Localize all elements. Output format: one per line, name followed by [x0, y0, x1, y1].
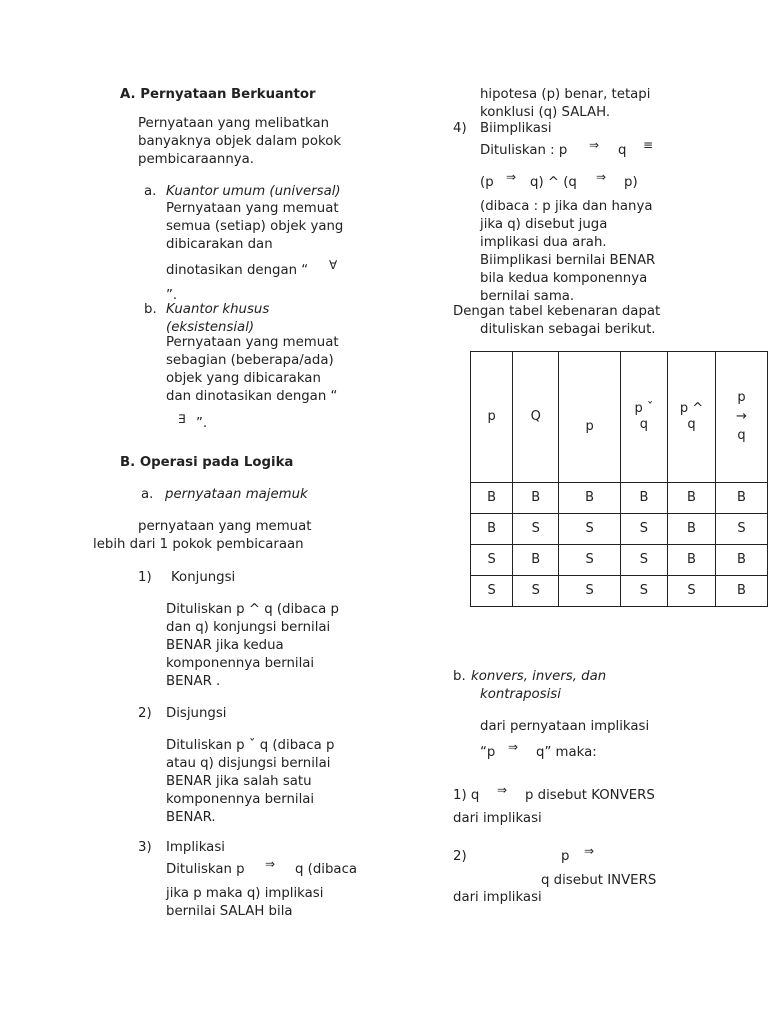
kuantor-umum-close: ”.	[166, 288, 178, 303]
truth-table	[470, 351, 768, 607]
biimplikasi-number: 4)	[453, 121, 467, 136]
konvers-title: kontraposisi	[480, 687, 561, 702]
invers-number: 2)	[453, 849, 467, 864]
majemuk-definition: lebih dari 1 pokok pembicaraan	[93, 537, 304, 552]
biimplikasi-line: Biimplikasi bernilai BENAR	[480, 253, 656, 268]
table-cell: B	[667, 545, 715, 576]
table-row	[471, 576, 768, 607]
section-b-heading: B. Operasi pada Logika	[120, 455, 294, 470]
forall-icon: ∀	[329, 258, 338, 272]
invers-item: q disebut INVERS	[541, 873, 657, 888]
kuantor-umum-line: semua (setiap) objek yang	[166, 219, 344, 234]
disjungsi-line: atau q) disjungsi bernilai	[166, 756, 331, 771]
equivalent-icon: ≡	[643, 138, 654, 152]
truth-table-header	[471, 352, 768, 483]
kuantor-khusus-title: (eksistensial)	[166, 320, 255, 335]
table-cell: B	[559, 483, 621, 514]
table-cell: S	[620, 514, 667, 545]
konjungsi-line: Dituliskan p ^ q (dibaca p	[166, 602, 339, 617]
konvers-item: p disebut KONVERS	[525, 788, 655, 803]
intro-line: banyaknya objek dalam pokok	[138, 134, 342, 149]
table-cell: S	[620, 576, 667, 607]
table-cell: B	[716, 576, 768, 607]
table-cell: S	[559, 545, 621, 576]
implikasi-line: bernilai SALAH bila	[166, 904, 293, 919]
biimplikasi-formula: p)	[624, 175, 638, 190]
kuantor-khusus-line: dan dinotasikan dengan “	[166, 389, 338, 404]
list-marker-b: b.	[453, 669, 466, 684]
konvers-item: 1) q	[453, 788, 480, 803]
intro-line: pembicaraannya.	[138, 152, 255, 167]
invers-item: dari implikasi	[453, 890, 542, 905]
biimplikasi-line: bernilai sama.	[480, 289, 575, 304]
disjungsi-line: Dituliskan p ˇ q (dibaca p	[166, 738, 335, 753]
konjungsi-line: dan q) konjungsi bernilai	[166, 620, 331, 635]
table-cell: B	[667, 483, 715, 514]
table-cell: S	[513, 514, 559, 545]
implikasi-number: 3)	[138, 840, 152, 855]
header-cell: p	[559, 352, 621, 483]
table-cell: S	[620, 545, 667, 576]
header-cell: p ˇ q	[620, 352, 667, 483]
konvers-line: “p	[480, 745, 496, 760]
header-cell: p → q	[716, 352, 768, 483]
kuantor-umum-line: dibicarakan dan	[166, 237, 273, 252]
table-row	[471, 545, 768, 576]
implies-arrow-icon: ⇒	[506, 170, 517, 184]
konjungsi-number: 1)	[138, 570, 152, 585]
table-cell: S	[716, 514, 768, 545]
konvers-line: q” maka:	[536, 745, 597, 760]
section-a-heading: A. Pernyataan Berkuantor	[120, 87, 316, 102]
intro-line: Pernyataan yang melibatkan	[138, 116, 330, 131]
kuantor-umum-line: Pernyataan yang memuat	[166, 201, 339, 216]
table-cell: B	[471, 483, 513, 514]
exists-icon: ∃	[178, 412, 186, 426]
implikasi-line: q (dibaca	[295, 862, 358, 877]
table-intro: Dengan tabel kebenaran dapat	[453, 304, 661, 319]
table-row	[471, 514, 768, 545]
implikasi-title: Implikasi	[166, 840, 225, 855]
table-cell: B	[716, 483, 768, 514]
disjungsi-line: BENAR.	[166, 810, 216, 825]
disjungsi-line: BENAR jika salah satu	[166, 774, 312, 789]
konjungsi-line: BENAR jika kedua	[166, 638, 284, 653]
table-cell: S	[471, 545, 513, 576]
table-row	[471, 483, 768, 514]
table-cell: B	[513, 545, 559, 576]
biimplikasi-title: Biimplikasi	[480, 121, 552, 136]
konjungsi-line: komponennya bernilai	[166, 656, 315, 671]
table-cell: B	[716, 545, 768, 576]
biimplikasi-line: bila kedua komponennya	[480, 271, 648, 286]
implikasi-continued: hipotesa (p) benar, tetapi	[480, 87, 651, 102]
table-cell: S	[559, 576, 621, 607]
table-cell: S	[513, 576, 559, 607]
konjungsi-title: Konjungsi	[171, 570, 236, 585]
disjungsi-title: Disjungsi	[166, 706, 227, 721]
biimplikasi-line: Dituliskan : p	[480, 143, 568, 158]
biimplikasi-line: implikasi dua arah.	[480, 235, 607, 250]
header-cell: p	[471, 352, 513, 483]
kuantor-khusus-title: Kuantor khusus	[166, 302, 270, 317]
table-cell: B	[620, 483, 667, 514]
implies-arrow-icon: ⇒	[508, 740, 519, 754]
konvers-line: dari pernyataan implikasi	[480, 719, 650, 734]
table-cell: B	[667, 514, 715, 545]
implies-arrow-icon: ⇒	[265, 857, 276, 871]
header-cell: Q	[513, 352, 559, 483]
implikasi-continued: konklusi (q) SALAH.	[480, 105, 611, 120]
table-cell: S	[667, 576, 715, 607]
konjungsi-line: BENAR .	[166, 674, 221, 689]
biimplikasi-line: jika q) disebut juga	[480, 217, 608, 232]
disjungsi-number: 2)	[138, 706, 152, 721]
header-cell: p ^ q	[667, 352, 715, 483]
table-cell: B	[513, 483, 559, 514]
implies-arrow-icon: ⇒	[497, 783, 508, 797]
biimplikasi-formula: q) ^ (q	[530, 175, 577, 190]
kuantor-umum-title: Kuantor umum (universal)	[166, 184, 341, 199]
table-intro: dituliskan sebagai berikut.	[480, 322, 656, 337]
table-cell: S	[471, 576, 513, 607]
list-marker-a: a.	[144, 184, 157, 199]
disjungsi-line: komponennya bernilai	[166, 792, 315, 807]
kuantor-khusus-line: sebagian (beberapa/ada)	[166, 353, 334, 368]
implikasi-line: jika p maka q) implikasi	[166, 886, 324, 901]
invers-item: p	[561, 849, 570, 864]
implies-arrow-icon: ⇒	[596, 170, 607, 184]
biimplikasi-line: (dibaca : p jika dan hanya	[480, 199, 653, 214]
kuantor-khusus-line: Pernyataan yang memuat	[166, 335, 339, 350]
implies-arrow-icon: ⇒	[589, 138, 600, 152]
kuantor-umum-notation: dinotasikan dengan “	[166, 263, 309, 278]
list-marker-a: a.	[141, 487, 154, 502]
pernyataan-majemuk-title: pernyataan majemuk	[165, 487, 308, 502]
kuantor-khusus-close: ”.	[196, 416, 208, 431]
table-cell: S	[559, 514, 621, 545]
implies-arrow-icon: ⇒	[584, 844, 595, 858]
biimplikasi-formula: (p	[480, 175, 494, 190]
table-cell: B	[471, 514, 513, 545]
list-marker-b: b.	[144, 302, 157, 317]
konvers-title: konvers, invers, dan	[471, 669, 607, 684]
majemuk-definition: pernyataan yang memuat	[138, 519, 312, 534]
biimplikasi-line: q	[618, 143, 627, 158]
implikasi-line: Dituliskan p	[166, 862, 245, 877]
konvers-item: dari implikasi	[453, 811, 542, 826]
kuantor-khusus-line: objek yang dibicarakan	[166, 371, 321, 386]
